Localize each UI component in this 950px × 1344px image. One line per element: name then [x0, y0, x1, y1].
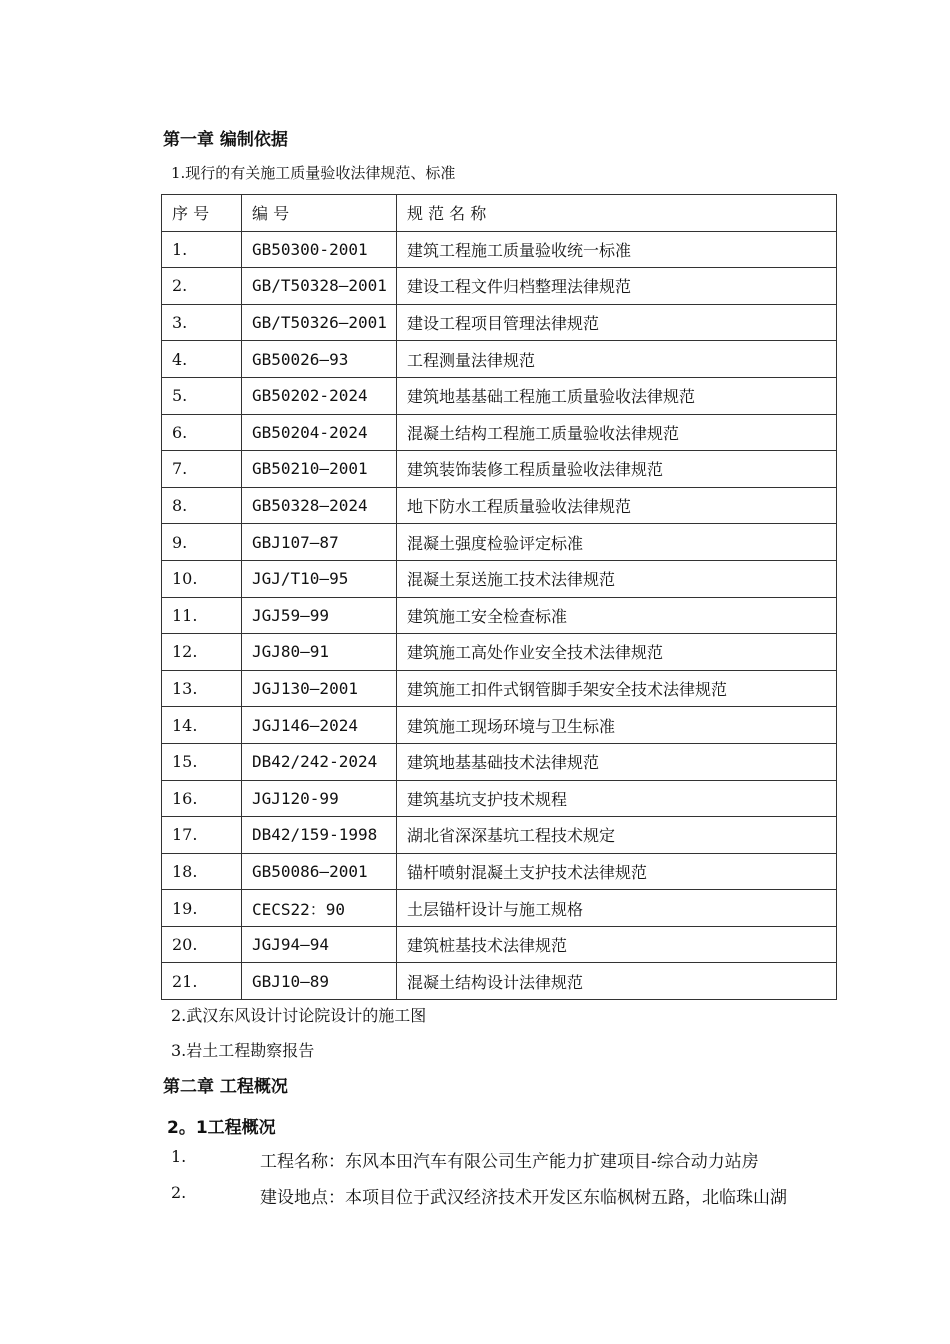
- row-seq: 14.: [162, 707, 242, 744]
- row-code: GB50202-2024: [242, 377, 397, 414]
- row-seq: 2.: [162, 268, 242, 305]
- row-name: 建筑桩基技术法律规范: [397, 926, 837, 963]
- row-seq: 18.: [162, 853, 242, 890]
- row-seq: 16.: [162, 780, 242, 817]
- table-row: [162, 853, 837, 890]
- table-row: [162, 890, 837, 927]
- table-row: [162, 926, 837, 963]
- row-code: JGJ120-99: [242, 780, 397, 817]
- chapter2-title: 第二章 工程概况: [163, 1077, 288, 1097]
- row-name: 建筑基坑支护技术规程: [397, 780, 837, 817]
- row-name: 混凝土强度检验评定标准: [397, 524, 837, 561]
- table-row: [162, 743, 837, 780]
- row-name: 建筑施工安全检查标准: [397, 597, 837, 634]
- table-row: [162, 597, 837, 634]
- row-code: GB/T50328—2001: [242, 268, 397, 305]
- row-seq: 1.: [162, 231, 242, 268]
- overview-item-num: 2.: [171, 1183, 187, 1202]
- row-code: GB50300-2001: [242, 231, 397, 268]
- table-row: [162, 304, 837, 341]
- row-name: 建筑施工高处作业安全技术法律规范: [397, 634, 837, 671]
- row-name: 建筑工程施工质量验收统一标准: [397, 231, 837, 268]
- table-row: [162, 560, 837, 597]
- overview-item-text: 工程名称：东风本田汽车有限公司生产能力扩建项目-综合动力站房: [260, 1152, 759, 1172]
- basis-item-3: 3.岩土工程勘察报告: [171, 1041, 315, 1060]
- row-code: DB42/159-1998: [242, 817, 397, 854]
- row-seq: 3.: [162, 304, 242, 341]
- row-name: 工程测量法律规范: [397, 341, 837, 378]
- row-seq: 7.: [162, 451, 242, 488]
- row-seq: 20.: [162, 926, 242, 963]
- row-code: GB50204-2024: [242, 414, 397, 451]
- row-code: GBJ10—89: [242, 963, 397, 1000]
- table-row: [162, 451, 837, 488]
- table-row: [162, 414, 837, 451]
- chapter1-title: 第一章 编制依据: [163, 130, 288, 150]
- row-seq: 8.: [162, 487, 242, 524]
- table-row: [162, 707, 837, 744]
- row-code: JGJ/T10—95: [242, 560, 397, 597]
- row-code: JGJ80—91: [242, 634, 397, 671]
- row-name: 湖北省深深基坑工程技术规定: [397, 817, 837, 854]
- row-seq: 4.: [162, 341, 242, 378]
- row-seq: 15.: [162, 743, 242, 780]
- row-code: JGJ146—2024: [242, 707, 397, 744]
- table-header-row: [162, 195, 837, 232]
- row-name: 建筑地基基础工程施工质量验收法律规范: [397, 377, 837, 414]
- row-seq: 19.: [162, 890, 242, 927]
- chapter2-section-title: 2。1工程概况: [167, 1118, 276, 1138]
- table-row: [162, 231, 837, 268]
- row-code: GB/T50326—2001: [242, 304, 397, 341]
- table-row: [162, 377, 837, 414]
- row-name: 混凝土结构工程施工质量验收法律规范: [397, 414, 837, 451]
- row-seq: 13.: [162, 670, 242, 707]
- overview-item-num: 1.: [171, 1147, 187, 1166]
- row-name: 建设工程项目管理法律规范: [397, 304, 837, 341]
- row-name: 锚杆喷射混凝土支护技术法律规范: [397, 853, 837, 890]
- row-name: 建筑装饰装修工程质量验收法律规范: [397, 451, 837, 488]
- row-seq: 17.: [162, 817, 242, 854]
- row-seq: 9.: [162, 524, 242, 561]
- row-code: JGJ94—94: [242, 926, 397, 963]
- standards-table: [161, 194, 837, 1000]
- row-code: GBJ107—87: [242, 524, 397, 561]
- row-code: JGJ59—99: [242, 597, 397, 634]
- row-name: 地下防水工程质量验收法律规范: [397, 487, 837, 524]
- table-row: [162, 268, 837, 305]
- row-code: CECS22：90: [242, 890, 397, 927]
- row-code: GB50328—2024: [242, 487, 397, 524]
- row-seq: 6.: [162, 414, 242, 451]
- row-seq: 5.: [162, 377, 242, 414]
- row-code: DB42/242-2024: [242, 743, 397, 780]
- row-name: 混凝土泵送施工技术法律规范: [397, 560, 837, 597]
- row-code: GB50210—2001: [242, 451, 397, 488]
- table-row: [162, 670, 837, 707]
- row-name: 土层锚杆设计与施工规格: [397, 890, 837, 927]
- header-seq: 序 号: [162, 195, 242, 232]
- basis-item-2: 2.武汉东风设计讨论院设计的施工图: [171, 1006, 427, 1025]
- row-code: GB50086—2001: [242, 853, 397, 890]
- row-name: 建筑地基基础技术法律规范: [397, 743, 837, 780]
- row-name: 混凝土结构设计法律规范: [397, 963, 837, 1000]
- row-code: JGJ130—2001: [242, 670, 397, 707]
- overview-item-text: 建设地点：本项目位于武汉经济技术开发区东临枫树五路，北临珠山湖: [260, 1188, 787, 1208]
- table-row: [162, 634, 837, 671]
- table-row: [162, 780, 837, 817]
- row-name: 建筑施工现场环境与卫生标准: [397, 707, 837, 744]
- row-seq: 12.: [162, 634, 242, 671]
- row-seq: 21.: [162, 963, 242, 1000]
- section1-title: 1.现行的有关施工质量验收法律规范、标准: [171, 164, 456, 182]
- table-row: [162, 524, 837, 561]
- table-row: [162, 963, 837, 1000]
- row-code: GB50026—93: [242, 341, 397, 378]
- row-seq: 10.: [162, 560, 242, 597]
- header-code: 编 号: [242, 195, 397, 232]
- table-row: [162, 487, 837, 524]
- header-name: 规 范 名 称: [397, 195, 837, 232]
- table-row: [162, 341, 837, 378]
- row-seq: 11.: [162, 597, 242, 634]
- row-name: 建设工程文件归档整理法律规范: [397, 268, 837, 305]
- row-name: 建筑施工扣件式钢管脚手架安全技术法律规范: [397, 670, 837, 707]
- table-row: [162, 817, 837, 854]
